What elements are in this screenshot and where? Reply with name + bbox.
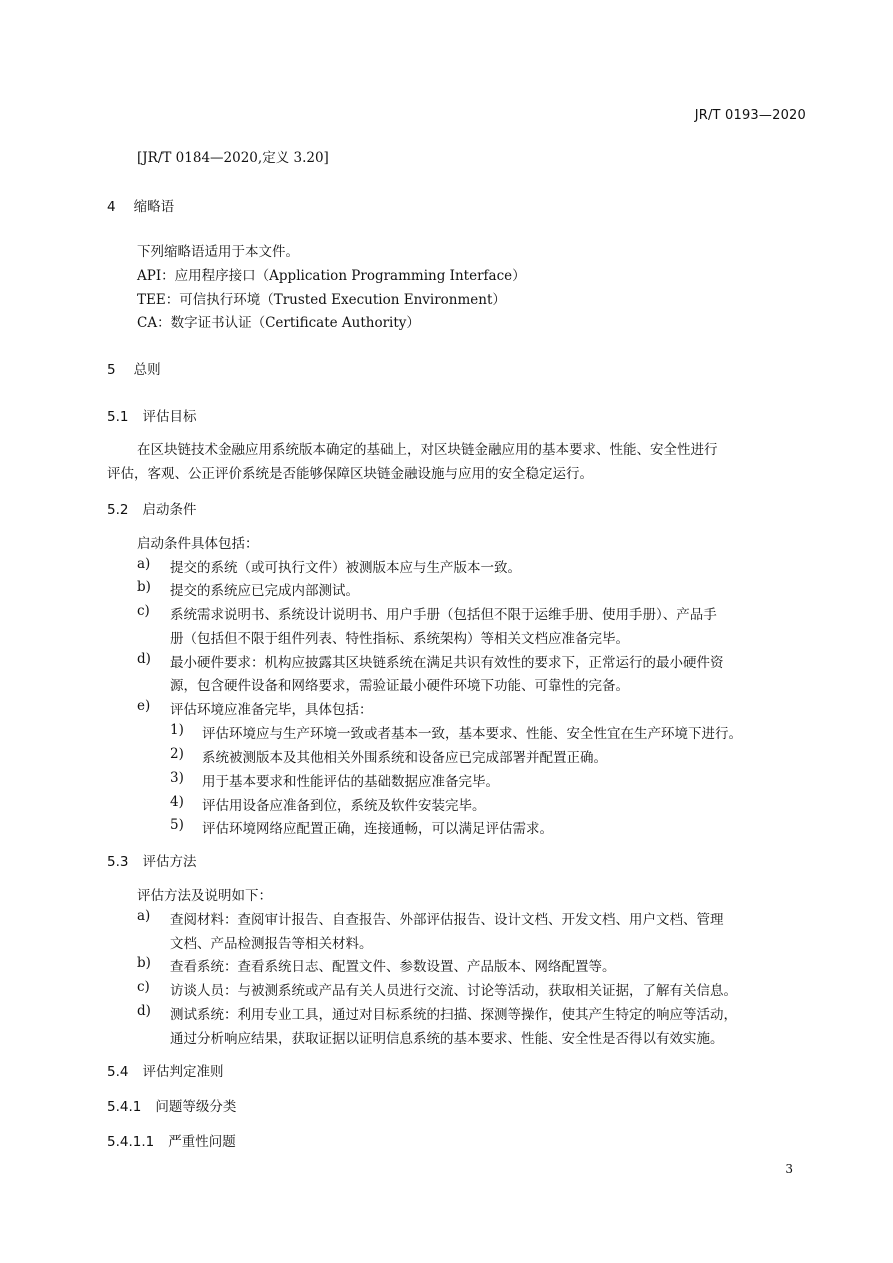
abbreviation-tee: TEE：可信执行环境（Trusted Execution Environment） xyxy=(137,292,506,308)
section-title: 评估方法 xyxy=(142,854,197,870)
section-number: 4 xyxy=(107,199,116,215)
sublist-item-text: 用于基本要求和性能评估的基础数据应准备完毕。 xyxy=(202,774,499,790)
list-item-text: 通过分析响应结果，获取证据以证明信息系统的基本要求、性能、安全性是否得以有效实施。 xyxy=(170,1031,724,1047)
list-marker: c) xyxy=(137,603,150,619)
list-marker: b) xyxy=(137,955,151,971)
section-title: 问题等级分类 xyxy=(155,1099,237,1115)
list-intro: 启动条件具体包括： xyxy=(137,536,259,552)
list-marker: a) xyxy=(137,908,151,924)
sublist-marker: 3) xyxy=(170,770,184,786)
section-4-heading xyxy=(107,195,174,215)
list-marker: c) xyxy=(137,979,150,995)
section-5-1-heading xyxy=(107,405,196,425)
sublist-item-text: 评估用设备应准备到位，系统及软件安装完毕。 xyxy=(202,798,486,814)
section-title: 启动条件 xyxy=(142,502,197,518)
section-5-4-1-1-heading xyxy=(107,1130,236,1150)
sublist-item-text: 评估环境应与生产环境一致或者基本一致，基本要求、性能、安全性宜在生产环境下进行。 xyxy=(202,726,742,742)
paragraph-line: 评估，客观、公正评价系统是否能够保障区块链金融设施与应用的安全稳定运行。 xyxy=(107,466,593,482)
section-title: 评估目标 xyxy=(142,409,197,425)
list-item-text: 评估环境应准备完毕，具体包括： xyxy=(170,702,373,718)
section-title: 评估判定准则 xyxy=(142,1064,224,1080)
sublist-marker: 1) xyxy=(170,722,184,738)
list-item-text: 源，包含硬件设备和网络要求，需验证最小硬件环境下功能、可靠性的完备。 xyxy=(170,678,629,694)
section-5-2-heading xyxy=(107,498,196,518)
sublist-marker: 4) xyxy=(170,794,184,810)
list-item-text: 提交的系统应已完成内部测试。 xyxy=(170,583,359,599)
section-number: 5.4.1 xyxy=(107,1099,142,1115)
section-5-4-heading xyxy=(107,1060,223,1080)
section-title: 缩略语 xyxy=(133,199,175,215)
sublist-marker: 5) xyxy=(170,817,184,833)
paragraph-line: 在区块链技术金融应用系统版本确定的基础上，对区块链金融应用的基本要求、性能、安全性进行 xyxy=(137,442,718,458)
section-4-intro: 下列缩略语适用于本文件。 xyxy=(137,244,299,260)
list-intro: 评估方法及说明如下： xyxy=(137,888,272,904)
section-5-3-heading xyxy=(107,850,196,870)
list-item-text: 系统需求说明书、系统设计说明书、用户手册（包括但不限于运维手册、使用手册）、产品手 xyxy=(170,607,717,623)
section-number: 5.1 xyxy=(107,409,129,425)
list-item-text: 查看系统：查看系统日志、配置文件、参数设置、产品版本、网络配置等。 xyxy=(170,959,616,975)
list-item-text: 访谈人员：与被测系统或产品有关人员进行交流、讨论等活动，获取相关证据，了解有关信息。 xyxy=(170,983,737,999)
list-marker: e) xyxy=(137,698,151,714)
abbreviation-api: API：应用程序接口（Application Programming Interface） xyxy=(137,268,526,284)
list-item-text: 测试系统：利用专业工具，通过对目标系统的扫描、探测等操作，使其产生特定的响应等活动， xyxy=(170,1007,737,1023)
list-item-text: 查阅材料：查阅审计报告、自查报告、外部评估报告、设计文档、开发文档、用户文档、管理 xyxy=(170,912,724,928)
list-marker: a) xyxy=(137,556,151,572)
reference-line: [JR/T 0184—2020,定义 3.20] xyxy=(137,150,329,166)
list-marker: d) xyxy=(137,651,151,667)
list-item-text: 册（包括但不限于组件列表、特性指标、系统架构）等相关文档应准备完毕。 xyxy=(170,631,629,647)
list-item-text: 提交的系统（或可执行文件）被测版本应与生产版本一致。 xyxy=(170,560,521,576)
section-number: 5.4.1.1 xyxy=(107,1134,155,1150)
section-number: 5.4 xyxy=(107,1064,129,1080)
standard-code-header: JR/T 0193—2020 xyxy=(694,108,806,123)
sublist-item-text: 系统被测版本及其他相关外围系统和设备应已完成部署并配置正确。 xyxy=(202,750,607,766)
section-title: 总则 xyxy=(133,362,161,378)
list-item-text: 文档、产品检测报告等相关材料。 xyxy=(170,936,373,952)
abbreviation-ca: CA：数字证书认证（Certificate Authority） xyxy=(137,315,420,331)
section-number: 5.3 xyxy=(107,854,129,870)
list-marker: d) xyxy=(137,1003,151,1019)
section-5-heading xyxy=(107,358,161,378)
page-number: 3 xyxy=(785,1162,793,1176)
section-number: 5.2 xyxy=(107,502,129,518)
list-marker: b) xyxy=(137,579,151,595)
list-item-text: 最小硬件要求：机构应披露其区块链系统在满足共识有效性的要求下，正常运行的最小硬件资 xyxy=(170,655,724,671)
section-title: 严重性问题 xyxy=(168,1134,236,1150)
section-number: 5 xyxy=(107,362,116,378)
section-5-4-1-heading xyxy=(107,1095,236,1115)
sublist-item-text: 评估环境网络应配置正确，连接通畅，可以满足评估需求。 xyxy=(202,821,553,837)
sublist-marker: 2) xyxy=(170,746,184,762)
